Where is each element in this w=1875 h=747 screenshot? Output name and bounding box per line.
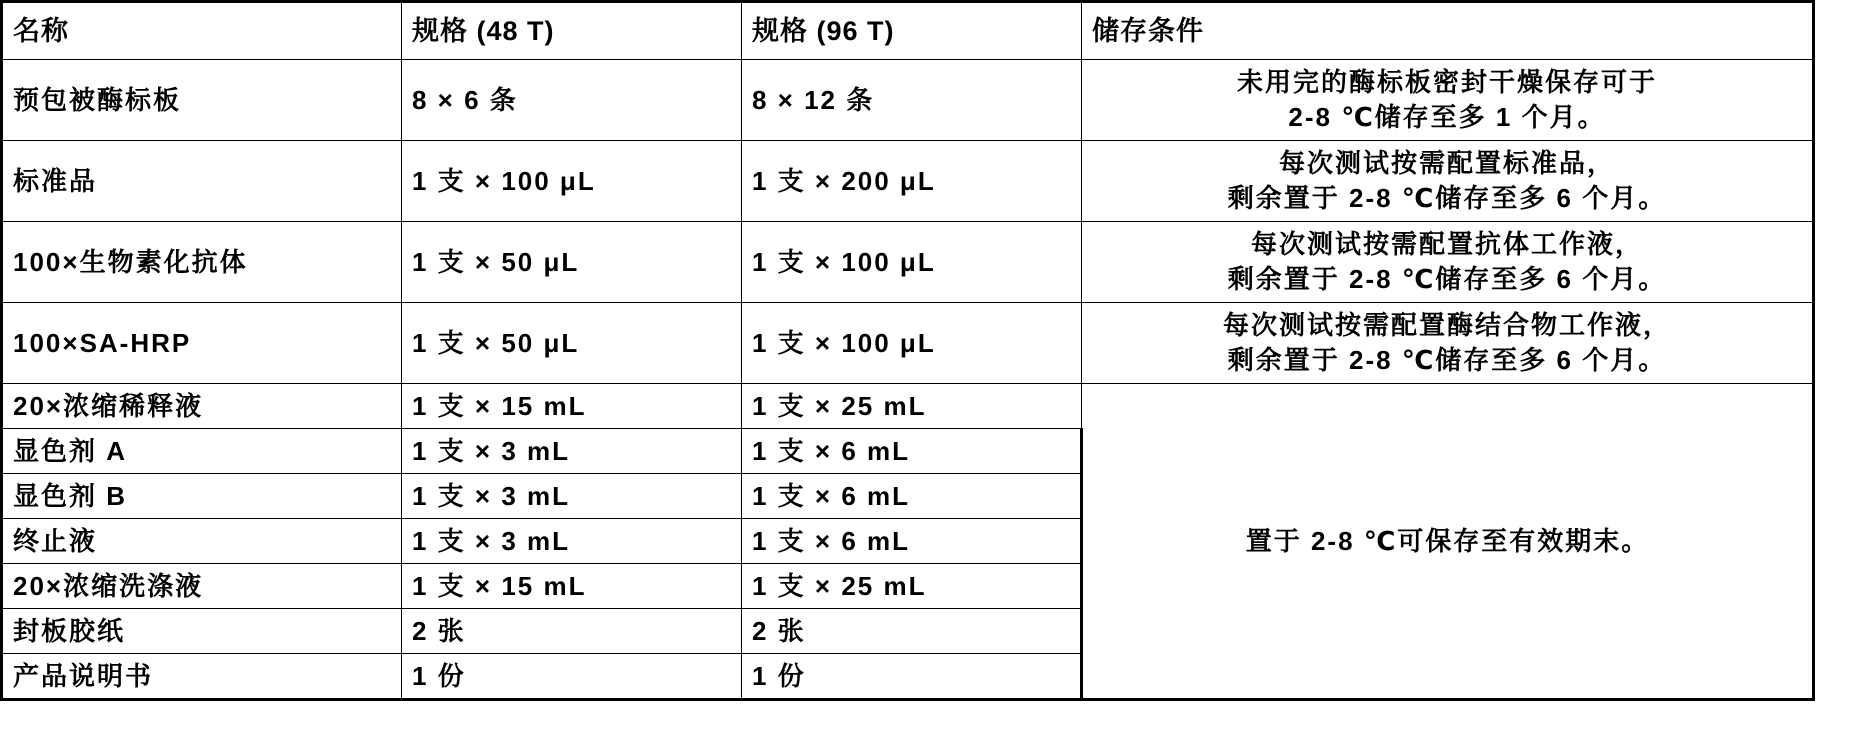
cell-spec-96t: 1 支 × 25 mL bbox=[742, 564, 1082, 609]
table-body bbox=[2, 60, 1814, 700]
cell-spec-48t: 1 支 × 15 mL bbox=[402, 384, 742, 429]
cell-spec-48t: 8 × 6 条 bbox=[402, 60, 742, 141]
cell-name: 封板胶纸 bbox=[2, 609, 402, 654]
cell-name: 显色剂 B bbox=[2, 474, 402, 519]
table-row bbox=[2, 303, 1814, 384]
storage-line-1: 每次测试按需配置酶结合物工作液， bbox=[1222, 310, 1671, 341]
cell-name: 标准品 bbox=[2, 141, 402, 222]
table-row bbox=[2, 384, 1814, 429]
storage-line-2: 剩余置于 2-8 ℃储存至多 6 个月。 bbox=[1227, 345, 1667, 375]
cell-spec-48t: 1 支 × 3 mL bbox=[402, 429, 742, 474]
storage-line-2: 2-8 ℃储存至多 1 个月。 bbox=[1288, 102, 1606, 132]
storage-line-2: 剩余置于 2-8 ℃储存至多 6 个月。 bbox=[1227, 264, 1667, 294]
cell-spec-48t: 1 支 × 3 mL bbox=[402, 474, 742, 519]
storage-line-1: 每次测试按需配置标准品， bbox=[1278, 148, 1615, 179]
header-spec-96t: 规格 (96 T) bbox=[742, 2, 1082, 60]
header-storage-conditions: 储存条件 bbox=[1082, 2, 1814, 60]
table-row bbox=[2, 60, 1814, 141]
table-row bbox=[2, 141, 1814, 222]
cell-spec-48t: 1 支 × 50 μL bbox=[402, 222, 742, 303]
table-row bbox=[2, 222, 1814, 303]
cell-spec-48t: 2 张 bbox=[402, 609, 742, 654]
storage-line-2: 剩余置于 2-8 ℃储存至多 6 个月。 bbox=[1227, 183, 1667, 213]
cell-spec-96t: 1 支 × 6 mL bbox=[742, 474, 1082, 519]
cell-spec-96t: 2 张 bbox=[742, 609, 1082, 654]
cell-name: 20×浓缩稀释液 bbox=[2, 384, 402, 429]
cell-name: 终止液 bbox=[2, 519, 402, 564]
cell-spec-96t: 1 支 × 100 μL bbox=[742, 222, 1082, 303]
cell-storage bbox=[1082, 60, 1814, 141]
storage-line-1: 未用完的酶标板密封干燥保存可于 bbox=[1236, 67, 1657, 98]
cell-spec-96t: 1 支 × 200 μL bbox=[742, 141, 1082, 222]
cell-spec-48t: 1 支 × 3 mL bbox=[402, 519, 742, 564]
cell-storage-merged: 置于 2-8 ℃可保存至有效期末。 bbox=[1082, 384, 1814, 700]
cell-spec-96t: 1 支 × 100 μL bbox=[742, 303, 1082, 384]
cell-spec-96t: 8 × 12 条 bbox=[742, 60, 1082, 141]
table-header bbox=[2, 2, 1814, 60]
header-spec-48t: 规格 (48 T) bbox=[402, 2, 742, 60]
cell-storage bbox=[1082, 141, 1814, 222]
cell-spec-96t: 1 支 × 6 mL bbox=[742, 429, 1082, 474]
storage-line-1: 每次测试按需配置抗体工作液， bbox=[1250, 229, 1643, 260]
cell-spec-96t: 1 份 bbox=[742, 654, 1082, 700]
cell-spec-48t: 1 支 × 100 μL bbox=[402, 141, 742, 222]
cell-storage bbox=[1082, 222, 1814, 303]
cell-name: 20×浓缩洗涤液 bbox=[2, 564, 402, 609]
cell-name: 100×生物素化抗体 bbox=[2, 222, 402, 303]
header-name: 名称 bbox=[2, 2, 402, 60]
cell-name: 100×SA-HRP bbox=[2, 303, 402, 384]
cell-spec-48t: 1 支 × 15 mL bbox=[402, 564, 742, 609]
cell-spec-48t: 1 份 bbox=[402, 654, 742, 700]
cell-name: 预包被酶标板 bbox=[2, 60, 402, 141]
cell-spec-96t: 1 支 × 25 mL bbox=[742, 384, 1082, 429]
cell-storage bbox=[1082, 303, 1814, 384]
cell-name: 显色剂 A bbox=[2, 429, 402, 474]
cell-name: 产品说明书 bbox=[2, 654, 402, 700]
table-header-row bbox=[2, 2, 1814, 60]
cell-spec-96t: 1 支 × 6 mL bbox=[742, 519, 1082, 564]
cell-spec-48t: 1 支 × 50 μL bbox=[402, 303, 742, 384]
